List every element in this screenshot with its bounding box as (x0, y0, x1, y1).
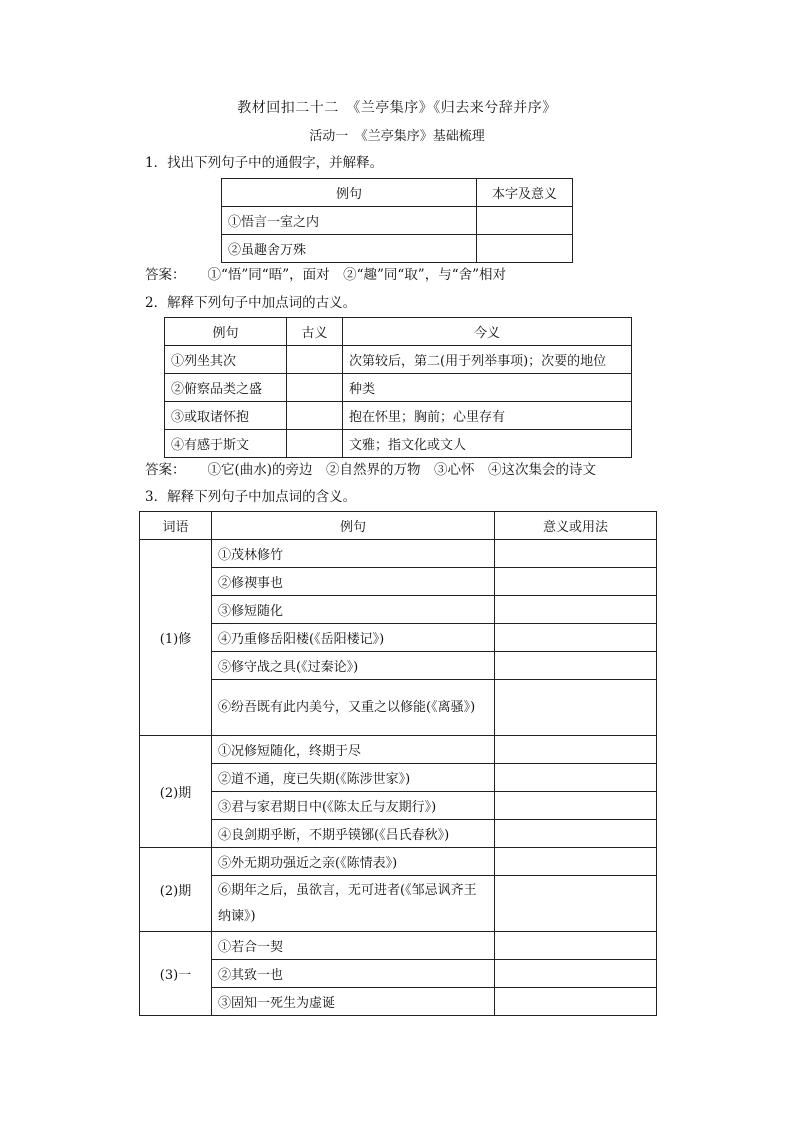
header-cell: 例句 (222, 179, 477, 207)
sentence-cell: ②道不通，度已失期(《陈涉世家》) (212, 764, 495, 792)
table-row (140, 960, 657, 988)
answer-blank-cell (477, 235, 573, 263)
answer-blank-cell (287, 346, 343, 374)
answer-blank-cell (495, 960, 657, 988)
sentence-cell: ①悟言一室之内 (222, 207, 477, 235)
answer-blank-cell (495, 932, 657, 960)
question-3-prompt: 3．解释下列句子中加点词的含义。 (145, 489, 357, 505)
table-row (140, 680, 657, 736)
sentence-cell: ②俯察品类之盛 (165, 374, 287, 402)
modern-meaning-cell: 抱在怀里；胸前；心里存有 (343, 402, 632, 430)
sentence-cell: ⑤外无期功强近之亲(《陈情表》) (212, 848, 495, 876)
sentence-cell: ③修短随化 (212, 596, 495, 624)
answer-blank-cell (495, 736, 657, 764)
word-cell: (2)期 (140, 736, 212, 848)
modern-meaning-cell: 次第较后，第二(用于列举事项)；次要的地位 (343, 346, 632, 374)
table-row (140, 596, 657, 624)
sentence-cell: ③或取诸怀抱 (165, 402, 287, 430)
answer-text: ①“悟”同“晤”，面对 ②“趣”同“取”，与“舍”相对 (207, 267, 507, 283)
question-1-table (221, 178, 573, 263)
answer-blank-cell (495, 540, 657, 568)
table-row (140, 652, 657, 680)
question-3-table (139, 511, 657, 1016)
sentence-cell: ⑤修守战之具(《过秦论》) (212, 652, 495, 680)
table-row (140, 820, 657, 848)
answer-blank-cell (287, 430, 343, 458)
table-row (165, 374, 632, 402)
answer-blank-cell (477, 207, 573, 235)
question-2-prompt: 2．解释下列句子中加点词的古义。 (145, 295, 357, 311)
header-cell: 意义或用法 (495, 512, 657, 540)
table-row (140, 540, 657, 568)
header-cell: 词语 (140, 512, 212, 540)
sentence-cell: ③君与家君期日中(《陈太丘与友期行》) (212, 792, 495, 820)
header-cell: 例句 (165, 318, 287, 346)
answer-blank-cell (495, 988, 657, 1016)
table-header-row (165, 318, 632, 346)
word-cell: (1)修 (140, 540, 212, 736)
table-row (165, 430, 632, 458)
table-row (140, 932, 657, 960)
answer-label: 答案： (145, 267, 186, 283)
answer-blank-cell (495, 652, 657, 680)
question-2-table (164, 317, 632, 458)
sentence-cell: ①列坐其次 (165, 346, 287, 374)
header-cell: 例句 (212, 512, 495, 540)
table-row (140, 848, 657, 876)
word-cell: (2)期 (140, 848, 212, 932)
sentence-cell: ⑥期年之后，虽欲言，无可进者(《邹忌讽齐王纳谏》) (212, 876, 495, 932)
table-header-row (222, 179, 573, 207)
section-subtitle: 活动一 《兰亭集序》基础梳理 (309, 129, 485, 144)
sentence-cell: ①茂林修竹 (212, 540, 495, 568)
header-cell: 古义 (287, 318, 343, 346)
table-row (140, 736, 657, 764)
sentence-cell: ①况修短随化，终期于尽 (212, 736, 495, 764)
word-cell: (3)一 (140, 932, 212, 1016)
table-row (140, 764, 657, 792)
header-cell: 本字及意义 (477, 179, 573, 207)
table-row (140, 624, 657, 652)
answer-blank-cell (495, 568, 657, 596)
sentence-cell: ②其致一也 (212, 960, 495, 988)
sentence-cell: ③固知一死生为虚诞 (212, 988, 495, 1016)
table-row (222, 235, 573, 263)
table-row (165, 346, 632, 374)
sentence-cell: ②虽趣舍万殊 (222, 235, 477, 263)
sentence-cell: ④良剑期乎断，不期乎镆铘(《吕氏春秋》) (212, 820, 495, 848)
sentence-cell: ④乃重修岳阳楼(《岳阳楼记》) (212, 624, 495, 652)
question-2-answer (145, 458, 596, 478)
answer-blank-cell (495, 848, 657, 876)
modern-meaning-cell: 种类 (343, 374, 632, 402)
sentence-cell: ②修禊事也 (212, 568, 495, 596)
answer-blank-cell (495, 624, 657, 652)
answer-blank-cell (287, 374, 343, 402)
table-row (165, 402, 632, 430)
table-row (140, 876, 657, 932)
sentence-cell: ⑥纷吾既有此内美兮，又重之以修能(《离骚》) (212, 680, 495, 736)
answer-blank-cell (495, 596, 657, 624)
answer-text: ①它(曲水)的旁边 ②自然界的万物 ③心怀 ④这次集会的诗文 (207, 462, 597, 478)
answer-label: 答案： (145, 462, 186, 478)
answer-blank-cell (287, 402, 343, 430)
table-header-row (140, 512, 657, 540)
table-row (140, 792, 657, 820)
question-1-answer (145, 263, 506, 283)
table-row (140, 988, 657, 1016)
table-row (140, 568, 657, 596)
sentence-cell: ①若合一契 (212, 932, 495, 960)
sentence-cell: ④有感于斯文 (165, 430, 287, 458)
answer-blank-cell (495, 764, 657, 792)
modern-meaning-cell: 文雅；指文化或文人 (343, 430, 632, 458)
page-title: 教材回扣二十二 《兰亭集序》《归去来兮辞并序》 (237, 100, 557, 116)
question-1-prompt: 1．找出下列句子中的通假字，并解释。 (145, 155, 384, 171)
answer-blank-cell (495, 792, 657, 820)
answer-blank-cell (495, 820, 657, 848)
header-cell: 今义 (343, 318, 632, 346)
table-row (222, 207, 573, 235)
answer-blank-cell (495, 876, 657, 932)
answer-blank-cell (495, 680, 657, 736)
